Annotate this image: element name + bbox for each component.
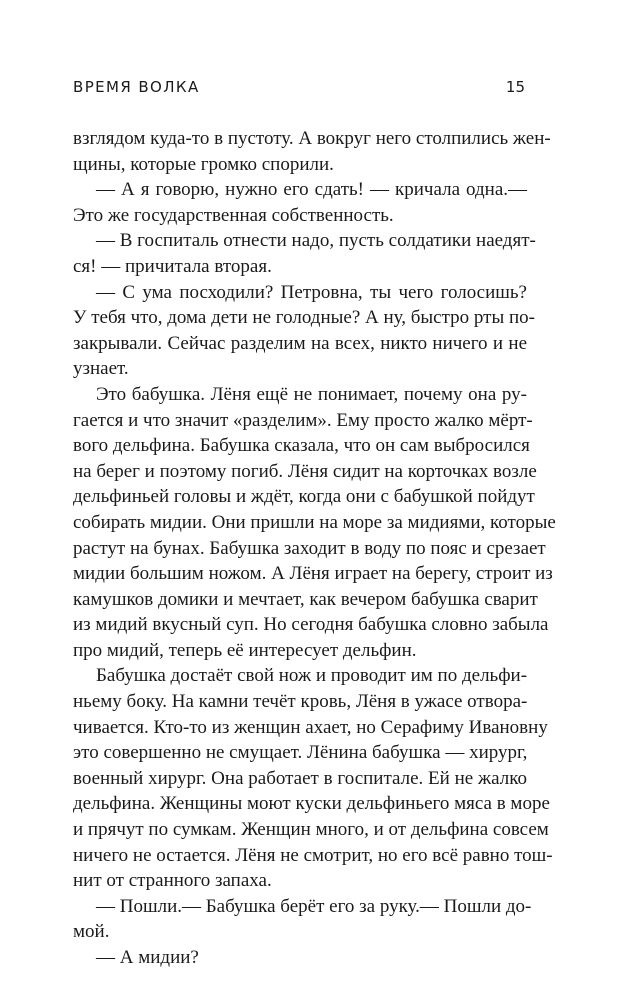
text-line: узнает. (73, 358, 129, 380)
text-line: У тебя что, дома дети не голодные? А ну, быстро рты по- (73, 307, 535, 329)
text-line: на берег и поэтому погиб. Лёня сидит на корточках возле (73, 460, 537, 482)
text-line: гается и что значит «разделим». Ему просто жалко мёрт- (73, 409, 533, 431)
text-line: Это же государственная собственность. (73, 204, 394, 226)
text-line: растут на бунах. Бабушка заходит в воду по пояс и срезает (73, 537, 546, 559)
text-line: вого дельфина. Бабушка сказала, что он сам выбросился (73, 435, 530, 457)
text-line: мидии большим ножом. А Лёня играет на берегу, строит из (73, 563, 553, 585)
text-line: щины, которые громко спорили. (73, 153, 334, 175)
text-line: — А мидии? (96, 947, 199, 968)
text-line: военный хирург. Она работает в госпитале. Ей не жалко (73, 767, 527, 789)
text-line: ньему боку. На камни течёт кровь, Лёня в ужасе отвора- (73, 691, 528, 713)
body-text (73, 126, 556, 971)
text-line: Бабушка достаёт свой нож и проводит им по дельфи- (96, 665, 528, 687)
text-line: закрывали. Сейчас разделим на всех, никто ничего и не (73, 332, 527, 354)
text-line: нит от странного запаха. (73, 870, 272, 892)
text-line: камушков домики и мечтает, как вечером бабушка сварит (73, 588, 538, 610)
page-header (73, 77, 527, 101)
text-line: это совершенно не смущает. Лёнина бабушка — хирург, (73, 742, 528, 764)
running-title: ВРЕМЯ ВОЛКА (73, 78, 200, 96)
text-line: чивается. Кто-то из женщин ахает, но Серафиму Ивановну (73, 716, 548, 738)
text-line: и прячут по сумкам. Женщин много, и от дельфина совсем (73, 819, 549, 841)
text-line: — С ума посходили? Петровна, ты чего голосишь? (96, 281, 527, 303)
text-line: дельфиньей головы и ждёт, когда они с бабушкой пойдут (73, 486, 535, 508)
text-line: Это бабушка. Лёня ещё не понимает, почему она ру- (96, 383, 527, 405)
text-line: ничего не остается. Лёня не смотрит, но его всё равно тош- (73, 844, 553, 866)
text-line: — В госпиталь отнести надо, пусть солдатики наедят- (96, 230, 536, 252)
text-line: — Пошли.— Бабушка берёт его за руку.— Пошли до- (96, 895, 532, 917)
text-line: дельфина. Женщины моют куски дельфиньего мяса в море (73, 793, 550, 815)
text-line: ся! — причитала вторая. (73, 255, 272, 277)
text-line: собирать мидии. Они пришли на море за мидиями, которые (73, 511, 556, 533)
text-line: мой. (73, 921, 110, 943)
page-number: 15 (505, 78, 525, 96)
text-line: взглядом куда-то в пустоту. А вокруг него столпились жен- (73, 128, 551, 149)
text-line: — А я говорю, нужно его сдать! — кричала одна.— (96, 179, 527, 201)
text-line: из мидий вкусный суп. Но сегодня бабушка словно забыла (73, 614, 549, 636)
text-line: про мидий, теперь её интересует дельфин. (73, 639, 417, 661)
